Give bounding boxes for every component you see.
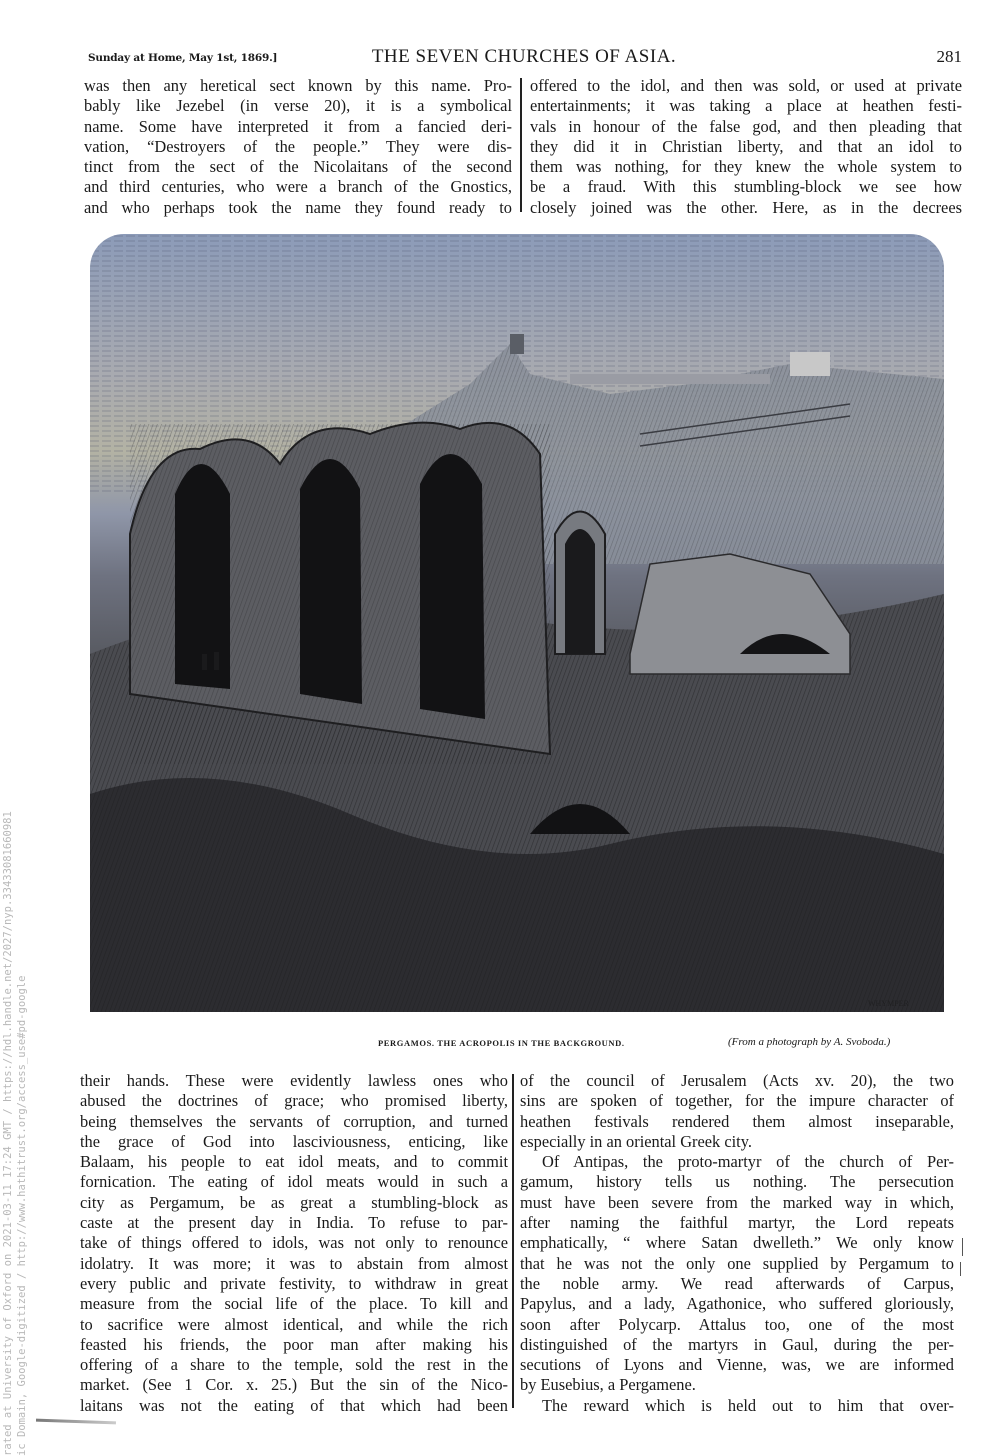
column-rule [520,78,522,212]
text-line: the grace of God into lasciviousness, enticing, like [80,1131,508,1151]
top-left-column [84,76,512,218]
running-head [84,46,964,72]
caption-credit: (From a photograph by A. Svoboda.) [728,1036,891,1048]
text-line: vals in honour of the false god, and then pleading that [530,116,962,136]
margin-mark [962,1238,963,1256]
text-line: secutions of Lyons and Vienne, was, we are informed [520,1355,954,1375]
text-line: must have been severe from the marked way in which, [520,1192,954,1212]
text-line: after naming the faithful martyr, the Lord repeats [520,1213,954,1233]
text-line: the noble army. We read afterwards of Carpus, [520,1273,954,1293]
text-line: tinct from the sect of the Nicolaitans of the second [84,157,512,177]
text-line: emphatically, “ where Satan dwelleth.” We only know [520,1233,954,1253]
text-line: distinguished of the martyrs in Gaul, during the per- [520,1334,954,1354]
text-line: their hands. These were evidently lawless ones who [80,1071,508,1090]
text-line: especially in an oriental Greek city. [520,1131,752,1151]
bottom-left-column [80,1071,508,1416]
top-right-column [530,76,962,218]
watermark-line: ic Domain, Google-digitized / http://www.hathitrust.org/access_use#pd-google [16,975,28,1456]
text-line: name. Some have interpreted it from a fancied deri- [84,116,512,136]
text-line: caste at the present day in India. To refuse to par- [80,1213,508,1233]
caption-title: PERGAMOS. THE ACROPOLIS IN THE BACKGROUND. [378,1038,625,1048]
text-line: offering of a share to the temple, sold the rest in the [80,1355,508,1375]
text-line: market. (See 1 Cor. x. 25.) But the sin of the Nico- [80,1375,508,1395]
text-line: The reward which is held out to him that over- [542,1395,954,1415]
text-line: gamum, history tells us nothing. The persecution [520,1172,954,1192]
ruins-landscape-drawing [90,234,944,1012]
text-line: Of Antipas, the proto-martyr of the church of Per- [542,1152,954,1172]
margin-mark [960,1262,961,1276]
text-line: measure from the social life of the place. To kill and [80,1294,508,1314]
text-line: abused the doctrines of grace; who promised liberty, [80,1091,508,1111]
text-line: and who perhaps took the name they found ready to [84,197,512,217]
text-line: them was nothing, for they knew the whole system to [530,157,962,177]
text-line: of the council of Jerusalem (Acts xv. 20), the two [520,1071,954,1090]
text-line: Balaam, his people to eat idol meats, and to commit [80,1152,508,1172]
page-title: THE SEVEN CHURCHES OF ASIA. [371,46,677,67]
text-line: offered to the idol, and then was sold, or used at private [530,76,962,95]
text-line: Papylus, and a lady, Agathonice, who suffered gloriously, [520,1294,954,1314]
text-line: every public and private festivity, to withdraw in great [80,1273,508,1293]
text-line: city as Pergamum, be as great a stumbling-block as [80,1192,508,1212]
column-rule [512,1074,514,1408]
digitization-watermark [0,640,38,1456]
text-line: be a fraud. With this stumbling-block we see how [530,177,962,197]
text-line: feasted his friends, the poor man after making his [80,1334,508,1354]
text-line: heathen festivals rendered them almost inseparable, [520,1111,954,1131]
text-line: idolatry. It was more; it was to abstain from almost [80,1253,508,1273]
text-line: fornication. The eating of idol meats would in such a [80,1172,508,1192]
text-line: and third centuries, who were a branch of the Gnostics, [84,177,512,197]
text-line: vation, “Destroyers of the people.” They were dis- [84,136,512,156]
text-line: take of things offered to idols, was not only to renounce [80,1233,508,1253]
text-line: was then any heretical sect known by this name. Pro- [84,76,512,95]
text-line: sins are spoken of together, for the impure character of [520,1091,954,1111]
text-line: soon after Polycarp. Attalus too, one of the most [520,1314,954,1334]
text-line: entertainments; it was taking a place at heathen festi- [530,96,962,116]
watermark-line: rated at University of Oxford on 2021-03-11 17:24 GMT / https://hdl.handle.net/2027/nyp.33433081660981 [2,811,14,1456]
text-line: bably like Jezebel (in verse 20), it is a symbolical [84,96,512,116]
page-number: 281 [936,47,962,66]
engraving-illustration [90,234,944,1012]
illustration-caption [0,1036,1008,1052]
text-line: they did it in Christian liberty, and that an idol to [530,136,962,156]
text-line: that he was not the only one supplied by Pergamum to [520,1253,954,1273]
text-line: by Eusebius, a Pergamene. [520,1375,696,1395]
bottom-right-column [520,1071,954,1416]
engraver-signature: WHYMPER [868,999,909,1008]
text-line: being themselves the servants of corruption, and turned [80,1111,508,1131]
publication-date: Sunday at Home, May 1st, 1869.] [88,52,278,64]
text-line: laitans was not the eating of that which had been [80,1395,508,1415]
text-line: to sacrifice were almost identical, and while the rich [80,1314,508,1334]
text-line: closely joined was the other. Here, as in the decrees [530,197,962,217]
page-edge-scrap [36,1419,116,1425]
